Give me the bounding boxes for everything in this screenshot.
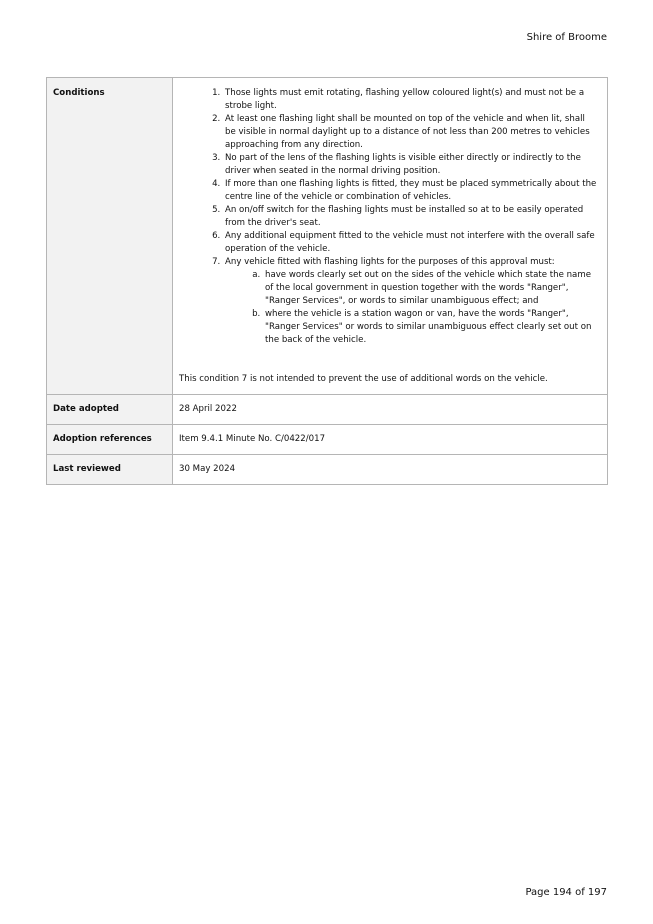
condition-item: 5. An on/off switch for the flashing lights must be installed so at to be easily operated from the driver's seat.	[223, 204, 597, 230]
condition-7-sublist	[225, 269, 597, 347]
condition-item-7-text: Any vehicle fitted with flashing lights for the purposes of this approval must:	[225, 257, 555, 267]
adoption-references-row	[47, 425, 608, 455]
last-reviewed-row	[47, 455, 608, 485]
conditions-row	[47, 78, 608, 395]
condition-sub-item: b. where the vehicle is a station wagon or van, have the words "Ranger", "Ranger Services" or words to similar unambiguous effect clearly set out on the back of the vehicle.	[263, 308, 597, 347]
condition-sub-item: a. have words clearly set out on the sides of the vehicle which state the name of the local government in question together with the words "Ranger", "Ranger Services", or words to similar unambiguous effect; and	[263, 269, 597, 308]
condition-item: 3. No part of the lens of the flashing lights is visible either directly or indirectly to the driver when seated in the normal driving position.	[223, 152, 597, 178]
page-number: Page 194 of 197	[525, 887, 607, 898]
condition-item: 4. If more than one flashing lights is fitted, they must be placed symmetrically about the centre line of the vehicle or combination of vehicles.	[223, 178, 597, 204]
condition-item: 2. At least one flashing light shall be mounted on top of the vehicle and when lit, shall be visible in normal daylight up to a distance of not less than 200 metres to vehicles approaching from any direction.	[223, 113, 597, 152]
date-adopted-row	[47, 395, 608, 425]
last-reviewed-label: Last reviewed	[47, 455, 173, 485]
date-adopted-label: Date adopted	[47, 395, 173, 425]
condition-item: 6. Any additional equipment fitted to the vehicle must not interfere with the overall safe operation of the vehicle.	[223, 230, 597, 256]
condition-item: 1. Those lights must emit rotating, flashing yellow coloured light(s) and must not be a strobe light.	[223, 87, 597, 113]
page-header-org-name: Shire of Broome	[526, 32, 607, 43]
condition-item-7	[223, 256, 597, 347]
policy-table	[46, 77, 608, 485]
last-reviewed-value: 30 May 2024	[173, 455, 608, 485]
conditions-list	[179, 87, 601, 347]
adoption-references-value: Item 9.4.1 Minute No. C/0422/017	[173, 425, 608, 455]
adoption-references-label: Adoption references	[47, 425, 173, 455]
date-adopted-value: 28 April 2022	[173, 395, 608, 425]
conditions-label: Conditions	[47, 78, 173, 395]
conditions-content	[173, 78, 608, 395]
conditions-note: This condition 7 is not intended to prevent the use of additional words on the vehicle.	[179, 374, 548, 384]
